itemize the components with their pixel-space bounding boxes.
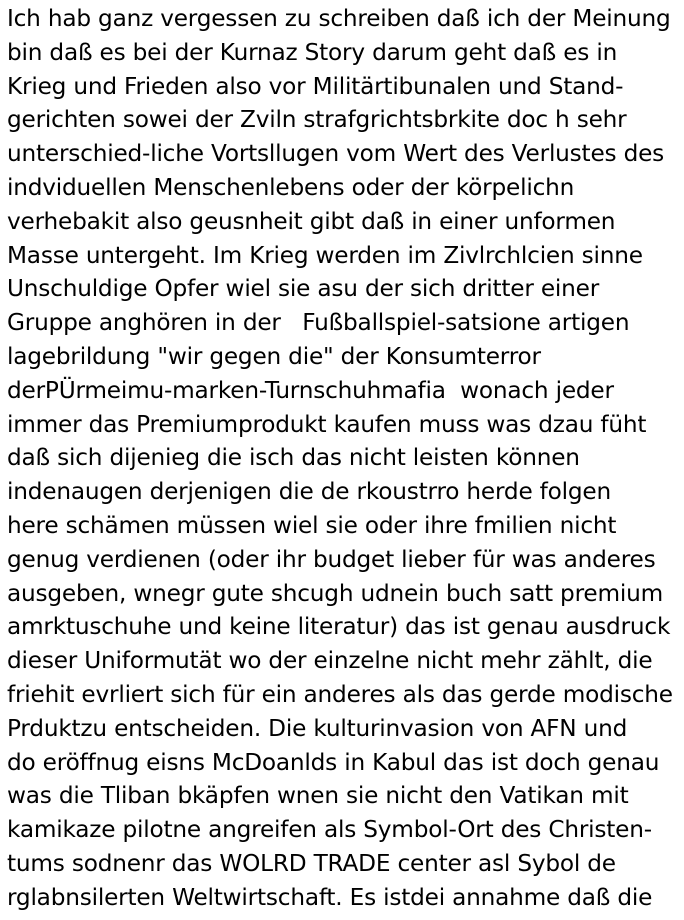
text-line: lagebrildung "wir gegen die" der Konsumterror xyxy=(7,342,541,370)
text-line: immer das Premiumprodukt kaufen muss was dzau füht xyxy=(7,410,647,438)
text-line: Unschuldige Opfer wiel sie asu der sich dritter einer xyxy=(7,275,600,303)
text-line: unterschied-liche Vortsllugen vom Wert des Verlustes des xyxy=(7,140,665,168)
text-line: ausgeben, wnegr gute shcugh udnein buch satt premium xyxy=(7,579,663,607)
text-line: Masse untergeht. Im Krieg werden im Zivlrchlcien sinne xyxy=(7,241,643,269)
text-line: do eröffnug eisns McDoanlds in Kabul das ist doch genau xyxy=(7,748,660,776)
text-line: gerichten sowei der Zviln strafgrichtsbrkite doc h sehr xyxy=(7,106,627,134)
text-line: Gruppe anghören in der Fußballspiel-satsione artigen xyxy=(7,309,630,337)
text-line: amrktuschuhe und keine literatur) das ist genau ausdruck xyxy=(7,613,671,641)
text-line: friehit evrliert sich für ein anderes als das gerde modische xyxy=(7,680,673,708)
text-line: Ich hab ganz vergessen zu schreiben daß ich der Meinung xyxy=(7,5,671,32)
text-line: Prduktzu entscheiden. Die kulturinvasion von AFN und xyxy=(7,714,628,742)
text-line: indenaugen derjenigen die de rkoustrro herde folgen xyxy=(7,478,611,506)
text-line: was die Tliban bkäpfen wnen sie nicht den Vatikan mit xyxy=(7,782,629,810)
text-line: bin daß es bei der Kurnaz Story darum geht daß es in xyxy=(7,38,618,66)
body-text xyxy=(7,2,682,915)
text-line: here schämen müssen wiel sie oder ihre fmilien nicht xyxy=(7,511,617,539)
text-line: genug verdienen (oder ihr budget lieber für was anderes xyxy=(7,545,656,573)
text-line: derPÜrmeimu-marken-Turnschuhmafia wonach jeder xyxy=(7,376,614,404)
text-line: Krieg und Frieden also vor Militärtibunalen und Stand- xyxy=(7,72,624,100)
text-line: indviduellen Menschenlebens oder der körpelichn xyxy=(7,173,575,201)
text-line: dieser Uniformutät wo der einzelne nicht mehr zählt, die xyxy=(7,647,653,675)
text-line: verhebakit also geusnheit gibt daß in einer unformen xyxy=(7,207,616,235)
text-line: rglabnsilerten Weltwirtschaft. Es istdei annahme daß die xyxy=(7,883,653,911)
text-line: tums sodnenr das WOLRD TRADE center asl Sybol de xyxy=(7,849,616,877)
text-line: daß sich dijenieg die isch das nicht leisten können xyxy=(7,444,580,472)
text-line: kamikaze pilotne angreifen als Symbol-Ort des Christen- xyxy=(7,816,652,844)
